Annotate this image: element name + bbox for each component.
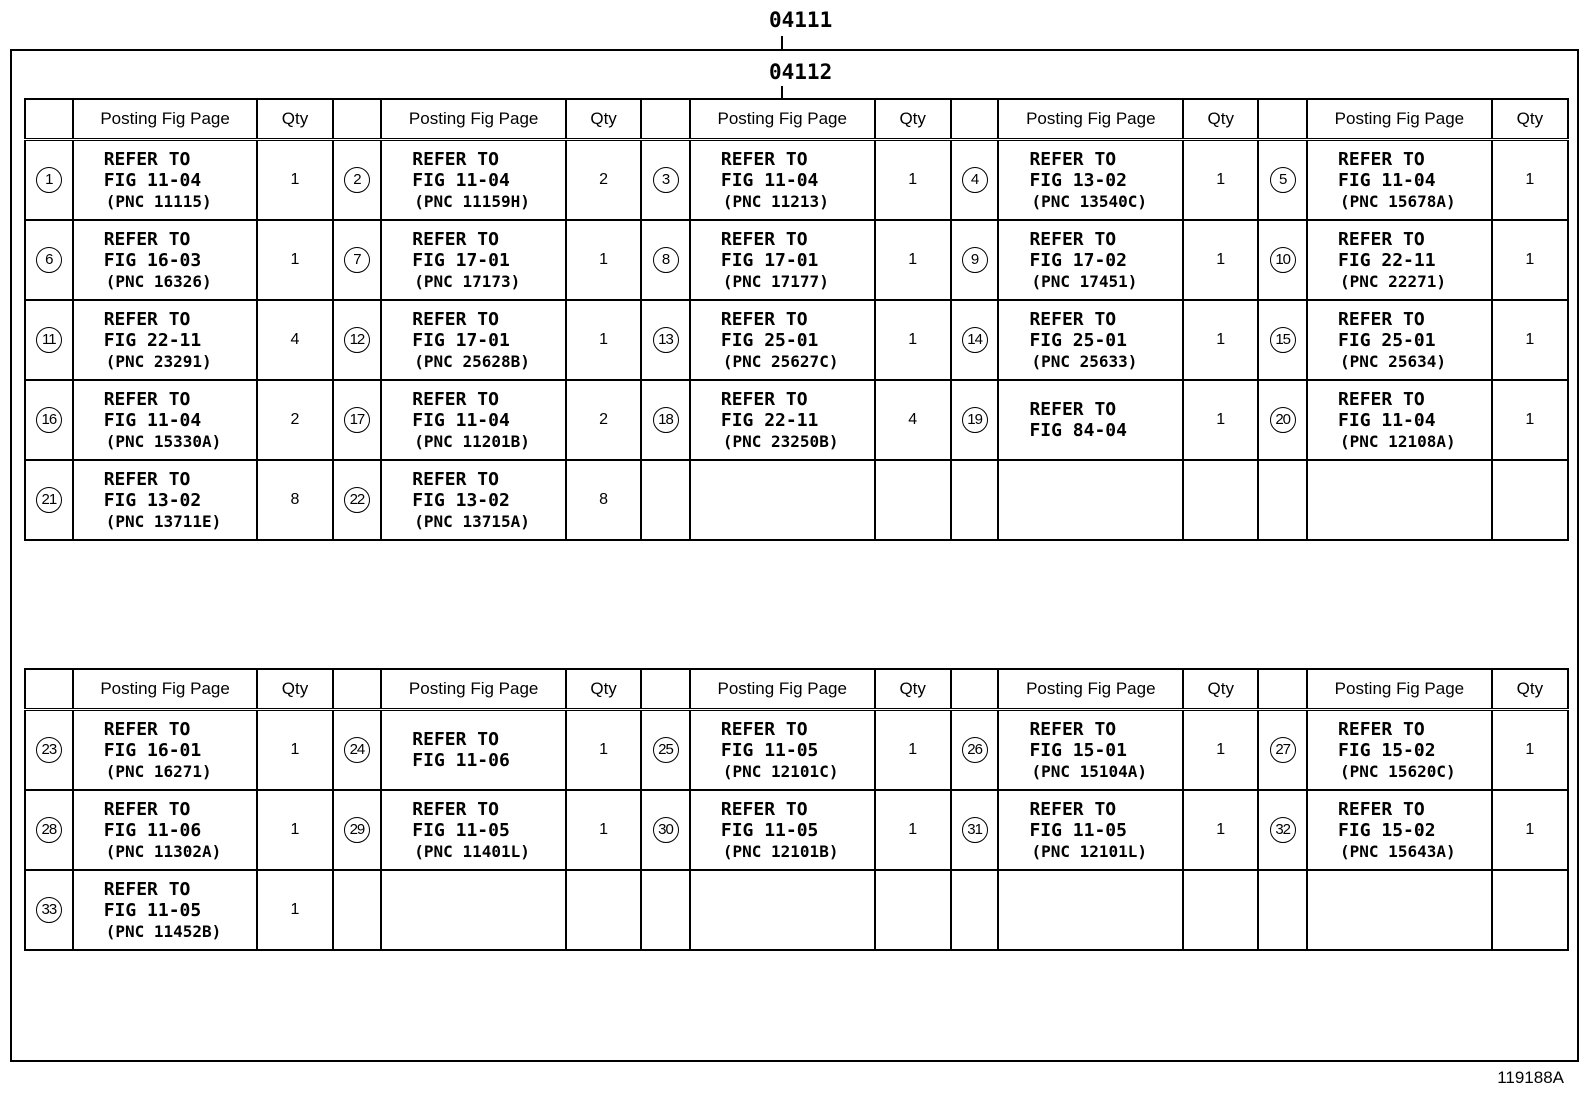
table-row [25,460,1568,540]
callout-cell [641,710,690,791]
assembly-label-inner: 04112 [769,60,833,84]
fig-ref-text: FIG 22-11 [720,409,819,431]
fig-ref-text: FIG 11-06 [103,819,202,841]
qty-cell: 8 [257,460,332,540]
callout-number: 16 [36,407,62,433]
header-blank-cell [25,669,73,710]
callout-cell [25,300,73,380]
callout-cell [333,300,382,380]
posting-ref-cell [381,710,566,791]
qty-cell: 1 [257,710,332,791]
callout-cell [25,380,73,460]
refer-to-text: REFER TO [1338,148,1425,170]
refer-to-text: REFER TO [1338,228,1425,250]
callout-cell [1258,460,1307,540]
posting-ref-cell [998,710,1183,791]
posting-ref-cell [381,220,566,300]
qty-cell: 1 [1492,140,1568,221]
header-blank-cell [951,99,999,140]
posting-ref-cell [1307,710,1492,791]
qty-cell: 1 [875,710,951,791]
qty-cell: 1 [1492,710,1568,791]
header-posting-fig-page: Posting Fig Page [381,99,566,140]
assembly-label-outer: 04111 [769,8,833,32]
header-posting-fig-page: Posting Fig Page [381,669,566,710]
leader-line-outer [781,36,783,50]
callout-cell [333,220,382,300]
fig-ref-text: FIG 17-01 [412,249,510,271]
posting-ref-cell [1307,220,1492,300]
qty-cell: 1 [875,220,951,300]
qty-cell: 1 [566,220,641,300]
callout-cell [333,460,382,540]
fig-ref-text: FIG 17-01 [412,329,510,351]
fig-ref-text: FIG 15-02 [1338,739,1436,761]
header-blank-cell [1258,669,1307,710]
header-blank-cell [333,669,382,710]
callout-cell [25,460,73,540]
qty-cell: 1 [566,710,641,791]
refer-to-text: REFER TO [720,228,808,250]
callout-cell [25,710,73,791]
callout-cell [25,870,73,950]
refer-to-text: REFER TO [1029,718,1117,740]
posting-ref-cell [690,220,875,300]
callout-number: 31 [962,817,988,843]
qty-cell: 1 [257,790,332,870]
refer-to-text: REFER TO [412,729,499,750]
posting-ref-cell [690,380,875,460]
header-posting-fig-page: Posting Fig Page [1307,99,1492,140]
callout-number: 20 [1270,407,1296,433]
callout-cell [25,220,73,300]
refer-to-text: REFER TO [103,878,191,900]
header-qty: Qty [566,669,641,710]
table-row [25,380,1568,460]
header-posting-fig-page: Posting Fig Page [73,669,258,710]
posting-ref-cell [690,460,875,540]
posting-ref-cell [690,140,875,221]
callout-number: 11 [36,327,62,353]
qty-cell: 1 [875,790,951,870]
callout-number: 3 [653,167,679,193]
refer-to-text: REFER TO [103,228,191,250]
posting-ref-cell [381,790,566,870]
posting-ref-cell [998,460,1183,540]
fig-ref-text: FIG 17-01 [720,249,819,271]
header-posting-fig-page: Posting Fig Page [1307,669,1492,710]
callout-cell [1258,300,1307,380]
callout-cell [333,710,382,791]
header-qty: Qty [1183,669,1258,710]
posting-ref-cell [381,380,566,460]
callout-cell [1258,380,1307,460]
refer-to-text: REFER TO [1338,718,1425,740]
posting-ref-cell [73,380,258,460]
qty-cell: 2 [566,140,641,221]
callout-number: 10 [1270,247,1296,273]
callout-cell [951,140,999,221]
pnc-text: (PNC 13711E) [105,511,222,531]
posting-ref-cell [1307,300,1492,380]
pnc-text: (PNC 11159H) [414,191,530,211]
qty-cell: 1 [1183,220,1258,300]
callout-cell [641,300,690,380]
pnc-text: (PNC 23291) [105,351,212,371]
qty-cell [1492,460,1568,540]
refer-to-text: REFER TO [720,308,808,330]
qty-cell: 2 [566,380,641,460]
callout-cell [1258,140,1307,221]
callout-number: 5 [1270,167,1296,193]
callout-number: 30 [653,817,679,843]
header-blank-cell [1258,99,1307,140]
callout-cell [333,870,382,950]
refer-to-text: REFER TO [1029,399,1117,420]
pnc-text: (PNC 15643A) [1340,841,1456,861]
callout-number: 2 [344,167,370,193]
callout-cell [641,870,690,950]
posting-ref-cell [1307,460,1492,540]
callout-number: 15 [1270,327,1296,353]
callout-number: 6 [36,247,62,273]
qty-cell [875,460,951,540]
fig-ref-text: FIG 15-01 [1029,739,1127,761]
callout-cell [1258,710,1307,791]
callout-number: 23 [36,737,62,763]
posting-ref-cell [998,870,1183,950]
fig-ref-text: FIG 84-04 [1029,420,1127,441]
pnc-text: (PNC 25634) [1340,351,1446,371]
fig-ref-text: FIG 16-03 [103,249,202,271]
header-qty: Qty [1492,99,1568,140]
pnc-text: (PNC 11302A) [105,841,222,861]
callout-cell [951,870,999,950]
pnc-text: (PNC 11401L) [414,841,530,861]
fig-ref-text: FIG 11-05 [412,819,510,841]
illustration-code: 119188A [1497,1068,1564,1087]
callout-cell [951,710,999,791]
refer-to-text: REFER TO [720,798,808,820]
header-qty: Qty [875,99,951,140]
refer-to-text: REFER TO [412,798,499,820]
callout-number: 33 [36,897,62,923]
qty-cell: 1 [566,300,641,380]
qty-cell: 1 [1492,300,1568,380]
pnc-text: (PNC 25627C) [722,351,839,371]
posting-ref-cell [381,140,566,221]
posting-ref-cell [998,220,1183,300]
qty-cell: 1 [1183,710,1258,791]
qty-cell: 1 [1492,790,1568,870]
refer-to-text: REFER TO [103,798,191,820]
header-qty: Qty [566,99,641,140]
callout-number: 28 [36,817,62,843]
header-blank-cell [333,99,382,140]
fig-ref-text: FIG 11-04 [1338,169,1436,191]
callout-cell [25,140,73,221]
qty-cell: 4 [875,380,951,460]
refer-to-text: REFER TO [1338,308,1425,330]
fig-ref-text: FIG 22-11 [1338,249,1436,271]
refer-to-text: REFER TO [1029,798,1117,820]
fig-ref-text: FIG 11-05 [1029,819,1127,841]
callout-cell [951,300,999,380]
refer-to-text: REFER TO [103,718,191,740]
header-qty: Qty [257,669,332,710]
refer-to-text: REFER TO [412,308,499,330]
callout-number: 25 [653,737,679,763]
fig-ref-text: FIG 11-04 [1338,409,1436,431]
callout-number: 12 [344,327,370,353]
pnc-text: (PNC 13540C) [1031,191,1148,211]
pnc-text: (PNC 15678A) [1340,191,1456,211]
header-blank-cell [951,669,999,710]
fig-ref-text: FIG 25-01 [1029,329,1127,351]
fig-ref-text: FIG 17-02 [1029,249,1127,271]
pnc-text: (PNC 11452B) [105,921,222,941]
pnc-text: (PNC 17451) [1031,271,1138,291]
posting-ref-cell [998,300,1183,380]
callout-cell [333,140,382,221]
pnc-text: (PNC 15330A) [105,431,222,451]
qty-cell [875,870,951,950]
callout-number: 29 [344,817,370,843]
fig-ref-text: FIG 13-02 [1029,169,1127,191]
fig-ref-text: FIG 25-01 [1338,329,1436,351]
callout-cell [951,790,999,870]
callout-cell [951,380,999,460]
pnc-text: (PNC 17173) [414,271,521,291]
header-posting-fig-page: Posting Fig Page [690,669,875,710]
callout-number: 8 [653,247,679,273]
pnc-text: (PNC 11213) [722,191,829,211]
pnc-text: (PNC 16326) [105,271,212,291]
fig-ref-text: FIG 22-11 [103,329,202,351]
fig-ref-text: FIG 11-04 [412,169,510,191]
callout-cell [1258,790,1307,870]
posting-ref-cell [998,380,1183,460]
header-qty: Qty [257,99,332,140]
qty-cell [1183,870,1258,950]
posting-ref-cell [690,870,875,950]
refer-to-text: REFER TO [1029,228,1117,250]
posting-ref-cell [73,870,258,950]
header-qty: Qty [1492,669,1568,710]
header-qty: Qty [875,669,951,710]
pnc-text: (PNC 15620C) [1340,761,1456,781]
fig-ref-text: FIG 13-02 [412,489,510,511]
callout-number: 26 [962,737,988,763]
fig-ref-text: FIG 25-01 [720,329,819,351]
pnc-text: (PNC 11115) [105,191,212,211]
refer-to-text: REFER TO [1029,308,1117,330]
qty-cell: 1 [257,140,332,221]
qty-cell: 4 [257,300,332,380]
callout-cell [641,460,690,540]
refer-to-text: REFER TO [103,308,191,330]
qty-cell: 1 [1183,300,1258,380]
qty-cell: 1 [1492,220,1568,300]
posting-ref-cell [1307,380,1492,460]
refer-to-text: REFER TO [1338,798,1425,820]
pnc-text: (PNC 15104A) [1031,761,1148,781]
refer-to-text: REFER TO [1029,148,1117,170]
pnc-text: (PNC 12101B) [722,841,839,861]
callout-number: 1 [36,167,62,193]
pnc-text: (PNC 11201B) [414,431,530,451]
callout-number: 4 [962,167,988,193]
callout-number: 32 [1270,817,1296,843]
callout-cell [333,790,382,870]
refer-to-text: REFER TO [720,148,808,170]
pnc-text: (PNC 25628B) [414,351,530,371]
qty-cell: 1 [1183,790,1258,870]
qty-cell [566,870,641,950]
posting-ref-cell [73,140,258,221]
qty-cell: 1 [875,140,951,221]
header-posting-fig-page: Posting Fig Page [998,669,1183,710]
refer-to-text: REFER TO [412,468,499,490]
callout-number: 7 [344,247,370,273]
pnc-text: (PNC 22271) [1340,271,1446,291]
refer-to-text: REFER TO [720,718,808,740]
pnc-text: (PNC 25633) [1031,351,1138,371]
pnc-text: (PNC 17177) [722,271,829,291]
fig-ref-text: FIG 11-04 [720,169,819,191]
qty-cell: 8 [566,460,641,540]
posting-ref-cell [381,300,566,380]
header-blank-cell [641,669,690,710]
pnc-text: (PNC 12108A) [1340,431,1456,451]
header-posting-fig-page: Posting Fig Page [73,99,258,140]
refer-to-text: REFER TO [103,388,191,410]
pnc-text: (PNC 13715A) [414,511,530,531]
refer-to-text: REFER TO [1338,388,1425,410]
callout-number: 18 [653,407,679,433]
header-blank-cell [641,99,690,140]
callout-cell [25,790,73,870]
posting-ref-cell [381,460,566,540]
qty-cell: 1 [257,220,332,300]
posting-ref-cell [1307,790,1492,870]
callout-cell [1258,870,1307,950]
posting-ref-cell [381,870,566,950]
fig-ref-text: FIG 11-04 [103,409,202,431]
posting-ref-cell [73,300,258,380]
header-blank-cell [25,99,73,140]
fig-ref-text: FIG 11-04 [103,169,202,191]
qty-cell [1492,870,1568,950]
callout-cell [951,460,999,540]
pnc-text: (PNC 12101L) [1031,841,1148,861]
pnc-text: (PNC 23250B) [722,431,839,451]
posting-ref-cell [998,790,1183,870]
qty-cell: 1 [1492,380,1568,460]
table-row [25,300,1568,380]
fig-ref-text: FIG 16-01 [103,739,202,761]
refer-to-text: REFER TO [103,148,191,170]
parts-table-upper [24,98,1569,541]
pnc-text: (PNC 12101C) [722,761,839,781]
posting-ref-cell [73,460,258,540]
fig-ref-text: FIG 11-04 [412,409,510,431]
fig-ref-text: FIG 11-06 [412,750,510,771]
header-posting-fig-page: Posting Fig Page [690,99,875,140]
callout-cell [333,380,382,460]
pnc-text: (PNC 16271) [105,761,212,781]
callout-cell [641,220,690,300]
refer-to-text: REFER TO [412,148,499,170]
callout-number: 14 [962,327,988,353]
callout-number: 13 [653,327,679,353]
fig-ref-text: FIG 11-05 [720,739,819,761]
header-qty: Qty [1183,99,1258,140]
posting-ref-cell [690,790,875,870]
qty-cell: 1 [566,790,641,870]
posting-ref-cell [690,300,875,380]
refer-to-text: REFER TO [103,468,191,490]
callout-number: 27 [1270,737,1296,763]
table-row [25,220,1568,300]
callout-cell [1258,220,1307,300]
qty-cell: 1 [1183,380,1258,460]
refer-to-text: REFER TO [720,388,808,410]
refer-to-text: REFER TO [412,388,499,410]
header-posting-fig-page: Posting Fig Page [998,99,1183,140]
table-row [25,790,1568,870]
table-row [25,870,1568,950]
refer-to-text: REFER TO [412,228,499,250]
posting-ref-cell [73,790,258,870]
posting-ref-cell [73,220,258,300]
posting-ref-cell [998,140,1183,221]
posting-ref-cell [73,710,258,791]
callout-cell [951,220,999,300]
callout-number: 24 [344,737,370,763]
callout-number: 17 [344,407,370,433]
posting-ref-cell [1307,870,1492,950]
table-row [25,140,1568,221]
qty-cell [1183,460,1258,540]
fig-ref-text: FIG 13-02 [103,489,202,511]
qty-cell: 1 [257,870,332,950]
callout-number: 9 [962,247,988,273]
posting-ref-cell [690,710,875,791]
callout-number: 19 [962,407,988,433]
fig-ref-text: FIG 11-05 [720,819,819,841]
fig-ref-text: FIG 15-02 [1338,819,1436,841]
callout-number: 22 [344,487,370,513]
posting-ref-cell [1307,140,1492,221]
callout-cell [641,140,690,221]
fig-ref-text: FIG 11-05 [103,899,202,921]
parts-table-lower [24,668,1569,951]
qty-cell: 1 [1183,140,1258,221]
callout-cell [641,380,690,460]
callout-number: 21 [36,487,62,513]
qty-cell: 1 [875,300,951,380]
qty-cell: 2 [257,380,332,460]
callout-cell [641,790,690,870]
table-row [25,710,1568,791]
